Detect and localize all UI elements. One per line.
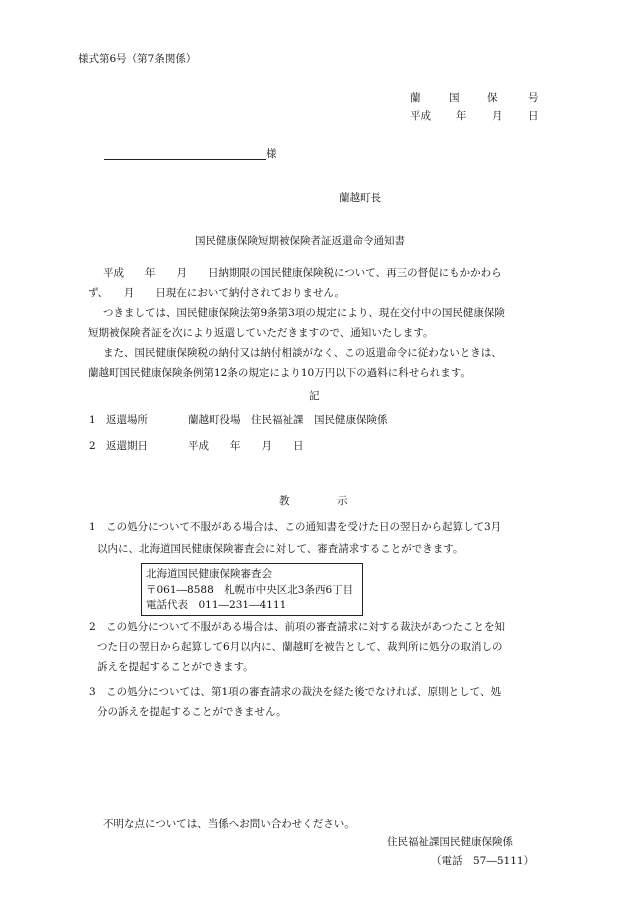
item-number: 1 (89, 414, 96, 426)
footer-note: 不明な点については、当係へお問い合わせください。 (103, 818, 355, 830)
item-value: 平成 年 月 日 (188, 440, 304, 452)
date-month: 月 (492, 110, 503, 122)
instruction-line: 1 この処分について不服がある場合は、この通知書を受けた日の翌日から起算して3月 (89, 521, 502, 533)
instruction-heading-char: 示 (337, 495, 348, 507)
appeal-phone: 電話代表 011―231―4111 (146, 599, 287, 611)
body-line: また、国民健康保険税の納付又は納付相談がなく、この返還命令に従わないときは、 (103, 347, 502, 359)
date-year: 年 (456, 110, 467, 122)
footer-phone: （電話 57―5111） (431, 855, 535, 867)
item-value: 蘭越町役場 住民福祉課 国民健康保険係 (188, 414, 388, 426)
doc-number-char: 号 (528, 92, 539, 104)
body-line: ず、 月 日現在において納付されておりません。 (88, 287, 346, 299)
body-line: つきましては、国民健康保険法第9条第3項の規定により、現在交付中の国民健康保険 (103, 307, 505, 319)
instruction-line: 2 この処分について不服がある場合は、前項の審査請求に対する裁決があつたことを知 (89, 621, 505, 633)
addressee-blank-line (104, 159, 266, 160)
issuer: 蘭越町長 (339, 192, 381, 204)
instruction-heading-char: 教 (279, 495, 290, 507)
date-day: 日 (528, 110, 539, 122)
doc-number-char: 蘭 (410, 92, 421, 104)
instruction-line: 3 この処分については、第1項の審査請求の裁決を経た後でなければ、原則として、処 (89, 686, 501, 698)
date-era: 平成 (410, 110, 431, 122)
instruction-line: 以内に、北海道国民健康保険審査会に対して、審査請求することができます。 (97, 543, 464, 555)
form-label: 様式第6号（第7条関係） (78, 53, 197, 65)
document-title: 国民健康保険短期被保険者証返還命令通知書 (195, 235, 405, 247)
item-label: 返還場所 (106, 414, 148, 426)
addressee-suffix: 様 (266, 148, 277, 160)
item-number: 2 (89, 440, 96, 452)
appeal-body-name: 北海道国民健康保険審査会 (146, 568, 272, 580)
doc-number-char: 国 (449, 92, 460, 104)
ki-label: 記 (309, 390, 320, 402)
appeal-contact-box (141, 563, 363, 616)
instruction-line: 訴えを提起することができます。 (97, 661, 254, 673)
instruction-line: 分の訴えを提起することができません。 (97, 706, 287, 718)
body-line: 短期被保険者証を次により返還していただきますので、通知いたします。 (88, 327, 434, 339)
instruction-line: つた日の翌日から起算して6月以内に、蘭越町を被告として、裁判所に処分の取消しの (97, 641, 503, 653)
body-line: 蘭越町国民健康保険条例第12条の規定により10万円以下の過料に科せられます。 (88, 367, 471, 379)
footer-department: 住民福祉課国民健康保険係 (387, 836, 513, 848)
body-line: 平成 年 月 日納期限の国民健康保険税について、再三の督促にもかかわら (103, 267, 502, 279)
doc-number-char: 保 (487, 92, 498, 104)
item-label: 返還期日 (106, 440, 148, 452)
appeal-address: 〒061―8588 札幌市中央区北3条西6丁目 (146, 583, 354, 596)
